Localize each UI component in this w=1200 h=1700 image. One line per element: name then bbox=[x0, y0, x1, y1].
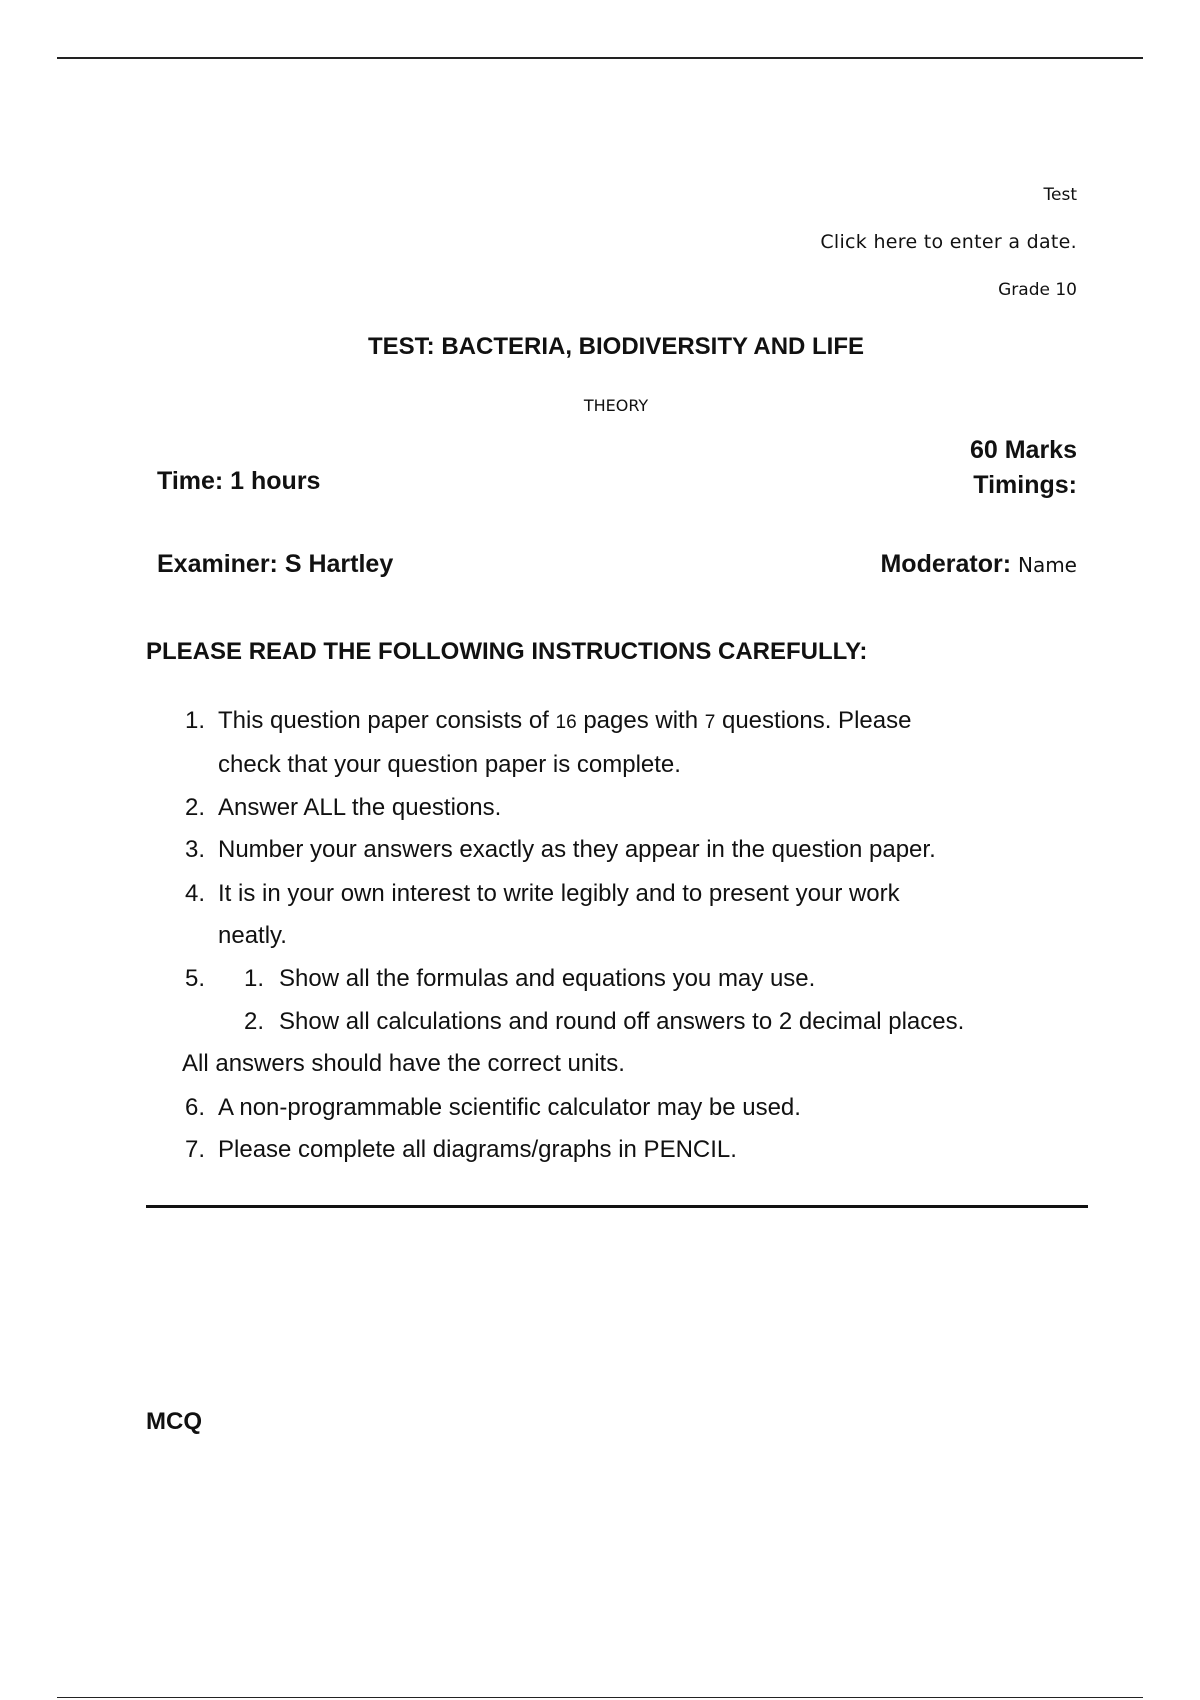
test-subtitle: THEORY bbox=[583, 396, 649, 415]
sub-item-number: 2. bbox=[243, 1008, 264, 1035]
sub-list-item: Show all calculations and round off answers to 2 decimal places. bbox=[279, 1008, 965, 1035]
units-note: All answers should have the correct units. bbox=[182, 1050, 625, 1077]
timings-label: Timings: bbox=[973, 471, 1077, 499]
list-item: Number your answers exactly as they appear in the question paper. bbox=[218, 836, 936, 863]
marks-label: 60 Marks bbox=[969, 436, 1077, 464]
item-1-text-a: This question paper consists of bbox=[218, 707, 556, 734]
instructions-separator bbox=[146, 1205, 1088, 1208]
item-1-text-b: pages with bbox=[576, 707, 705, 734]
moderator-value-field[interactable]: Name bbox=[1017, 553, 1077, 577]
instructions-heading: PLEASE READ THE FOLLOWING INSTRUCTIONS CAREFULLY: bbox=[146, 638, 868, 665]
question-count: 7 bbox=[704, 712, 716, 733]
moderator-block bbox=[880, 550, 1077, 579]
list-item-continuation: neatly. bbox=[218, 922, 287, 949]
moderator-label: Moderator: bbox=[880, 550, 1012, 578]
header-test-label: Test bbox=[1043, 185, 1077, 205]
list-item: Answer ALL the questions. bbox=[218, 794, 502, 821]
time-label: Time: 1 hours bbox=[157, 467, 321, 495]
top-page-rule bbox=[57, 57, 1143, 59]
mcq-section-heading: MCQ bbox=[146, 1408, 202, 1435]
list-item-number: 2. bbox=[184, 794, 205, 821]
list-item-number: 4. bbox=[184, 880, 205, 907]
list-item: A non-programmable scientific calculator may be used. bbox=[218, 1094, 801, 1121]
list-item-number: 6. bbox=[184, 1094, 205, 1121]
list-item-number: 5. bbox=[184, 965, 205, 992]
list-item-number: 7. bbox=[184, 1136, 205, 1163]
date-picker-field[interactable]: Click here to enter a date. bbox=[820, 231, 1077, 253]
sub-list-item: Show all the formulas and equations you may use. bbox=[279, 965, 816, 992]
grade-label: Grade 10 bbox=[998, 280, 1077, 300]
examiner-label: Examiner: S Hartley bbox=[157, 550, 394, 578]
list-item: Please complete all diagrams/graphs in PENCIL. bbox=[218, 1136, 737, 1163]
bottom-page-rule bbox=[57, 1697, 1143, 1698]
item-1-text-c: questions. Please bbox=[715, 707, 912, 734]
page-count: 16 bbox=[555, 712, 577, 733]
list-item bbox=[218, 707, 911, 735]
list-item-number: 3. bbox=[184, 836, 205, 863]
sub-item-number: 1. bbox=[243, 965, 264, 992]
list-item-continuation: check that your question paper is complete. bbox=[218, 751, 681, 778]
list-item-number: 1. bbox=[184, 707, 205, 734]
test-title: TEST: BACTERIA, BIODIVERSITY AND LIFE bbox=[367, 333, 865, 360]
list-item: It is in your own interest to write legibly and to present your work bbox=[218, 880, 900, 907]
